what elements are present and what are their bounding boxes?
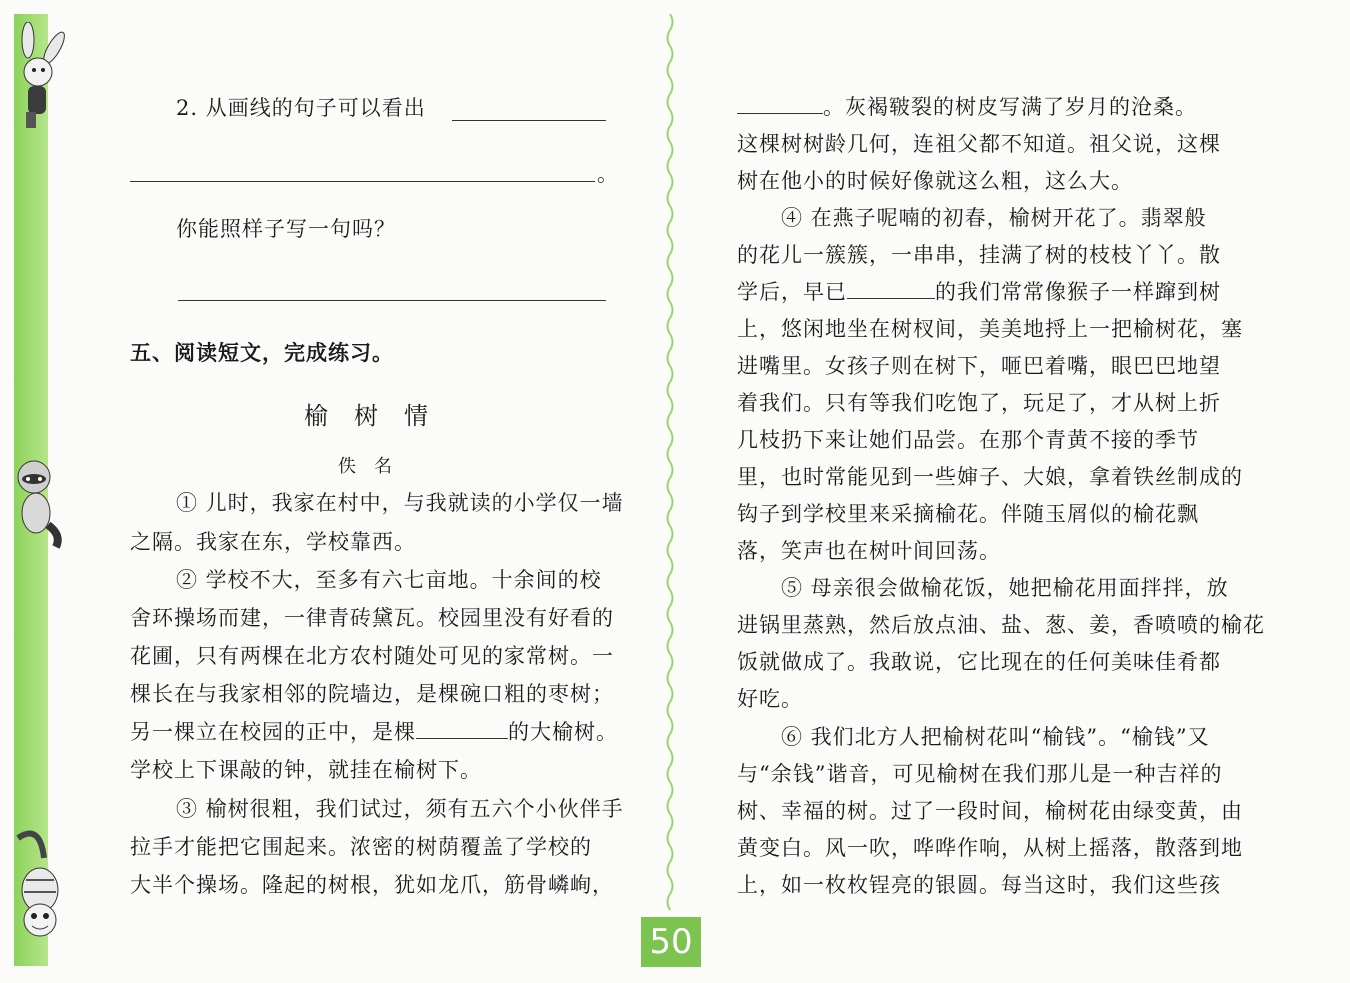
answer-line[interactable] (178, 300, 606, 301)
paragraph-line: 另一棵立在校园的正中，是棵 的大榆树。 (130, 714, 618, 751)
raccoon-mascot-icon (10, 455, 70, 550)
paragraph-line: 与“余钱”谐音，可见榆树在我们那儿是一种吉祥的 (737, 762, 1223, 786)
paragraph-line: ① 儿时，我家在村中，与我就读的小学仅一墙 (176, 491, 624, 515)
question-3: 你能照样子写一句吗？ (176, 217, 396, 241)
paragraph-line: 学校上下课敲的钟，就挂在榆树下。 (130, 758, 482, 782)
answer-line[interactable] (452, 120, 606, 121)
paragraph-line: 进锅里蒸熟，然后放点油、盐、葱、姜，香喷喷的榆花 (737, 613, 1265, 637)
fill-blank[interactable] (847, 274, 935, 299)
passage-title: 榆树情 (304, 402, 454, 430)
paragraph-line: ③ 榆树很粗，我们试过，须有五六个小伙伴手 (176, 797, 624, 821)
paragraph-line: 好吃。 (737, 687, 803, 711)
paragraph-line: 拉手才能把它围起来。浓密的树荫覆盖了学校的 (130, 835, 592, 859)
fill-blank[interactable] (737, 89, 823, 114)
fill-blank[interactable] (416, 714, 508, 739)
paragraph-line: 落，笑声也在树叶间回荡。 (737, 539, 1001, 563)
rabbit-mascot-icon (10, 22, 70, 132)
paragraph-line: 几枝扔下来让她们品尝。在那个青黄不接的季节 (737, 428, 1199, 452)
tiger-mascot-icon (10, 828, 70, 943)
paragraph-line: 着我们。只有等我们吃饱了，玩足了，才从树上折 (737, 391, 1221, 415)
paragraph-line: 大半个操场。隆起的树根，犹如龙爪，筋骨嶙峋， (130, 873, 614, 897)
question-2: 2. 从画线的句子可以看出 (176, 96, 426, 120)
paragraph-line: 上，悠闲地坐在树杈间，美美地捋上一把榆树花，塞 (737, 317, 1243, 341)
paragraph-line: 树、幸福的树。过了一段时间，榆树花由绿变黄，由 (737, 799, 1243, 823)
paragraph-line: ② 学校不大，至多有六七亩地。十余间的校 (176, 568, 602, 592)
paragraph-line: 钩子到学校里来采摘榆花。伴随玉屑似的榆花飘 (737, 502, 1199, 526)
paragraph-line: ⑥ 我们北方人把榆树花叫“榆钱”。“榆钱”又 (781, 725, 1210, 749)
paragraph-line: 棵长在与我家相邻的院墙边，是棵碗口粗的枣树； (130, 682, 614, 706)
paragraph-line: 舍环操场而建，一律青砖黛瓦。校园里没有好看的 (130, 606, 614, 630)
paragraph-line: 黄变白。风一吹，哗哗作响，从树上摇落，散落到地 (737, 836, 1243, 860)
paragraph-line: 饭就做成了。我敢说，它比现在的任何美味佳肴都 (737, 650, 1221, 674)
paragraph-line: ④ 在燕子呢喃的初春，榆树开花了。翡翠般 (781, 206, 1207, 230)
page-number: 50 (641, 917, 701, 967)
question-2-end: 。 (597, 162, 619, 186)
paragraph-line: 树在他小的时候好像就这么粗，这么大。 (737, 169, 1133, 193)
paragraph-line: 花圃，只有两棵在北方农村随处可见的家常树。一 (130, 644, 614, 668)
paragraph-line: 上，如一枚枚锃亮的银圆。每当这时，我们这些孩 (737, 873, 1221, 897)
answer-line[interactable] (130, 181, 595, 182)
paragraph-line: 里，也时常能见到一些婶子、大娘，拿着铁丝制成的 (737, 465, 1243, 489)
paragraph-line: 这棵树树龄几何，连祖父都不知道。祖父说，这棵 (737, 132, 1221, 156)
paragraph-line: 之隔。我家在东，学校靠西。 (130, 530, 416, 554)
passage-author: 佚名 (338, 456, 410, 477)
paragraph-line: 的花儿一簇簇，一串串，挂满了树的枝枝丫丫。散 (737, 243, 1221, 267)
paragraph-line: 学后，早已 的我们常常像猴子一样蹿到树 (737, 274, 1221, 311)
paragraph-line: 进嘴里。女孩子则在树下，咂巴着嘴，眼巴巴地望 (737, 354, 1221, 378)
paragraph-line: ⑤ 母亲很会做榆花饭，她把榆花用面拌拌，放 (781, 576, 1229, 600)
paragraph-line: 。灰褐皲裂的树皮写满了岁月的沧桑。 (737, 89, 1197, 126)
spine-divider (664, 14, 676, 966)
section-heading: 五、阅读短文，完成练习。 (130, 341, 394, 365)
